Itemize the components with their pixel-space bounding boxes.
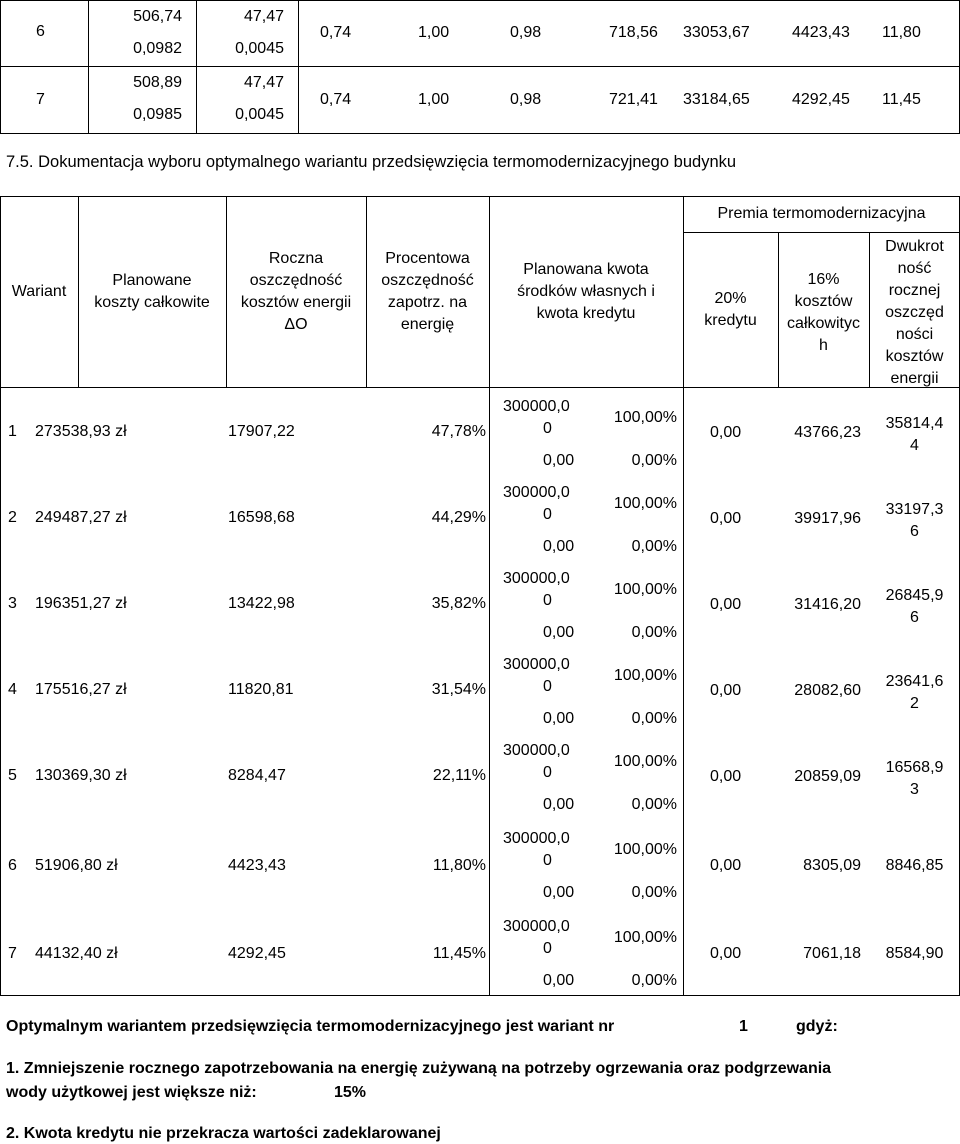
cell-procent: 11,80%	[432, 857, 486, 874]
section-title: 7.5. Dokumentacja wyboru optymalnego wariantu przedsięwzięcia termomodernizacyjnego budynku	[6, 153, 737, 171]
cell-kwota-kredyt: 0,00	[543, 796, 575, 813]
cell: 721,41	[609, 91, 658, 108]
cell: 508,89	[133, 74, 182, 91]
cell-kwota-kredyt-procent: 0,00%	[631, 624, 677, 641]
cell-premia-16: 7061,18	[803, 945, 861, 962]
cell-kwota-wlasne-cont: 0	[543, 592, 552, 609]
cell-kwota-wlasne: 300000,0	[503, 830, 570, 847]
cell-roczna: 13422,98	[228, 595, 295, 612]
cell-premia-16: 31416,20	[794, 596, 861, 613]
cell-kwota-wlasne: 300000,0	[503, 570, 570, 587]
cell-kwota-wlasne-procent: 100,00%	[613, 841, 677, 858]
cell: 506,74	[133, 8, 182, 25]
cell-koszty: 175516,27 zł	[35, 681, 127, 698]
row-nr: 5	[8, 767, 17, 784]
header-koszty: Planowane koszty całkowite	[94, 272, 210, 311]
row-nr: 7	[36, 91, 45, 108]
row-nr: 2	[8, 509, 17, 526]
cell-premia-20: 0,00	[710, 510, 742, 527]
cell-premia-16: 20859,09	[794, 768, 861, 785]
cell-premia-20: 0,00	[710, 857, 742, 874]
cell-kwota-wlasne-cont: 0	[543, 506, 552, 523]
cell: 0,98	[510, 91, 542, 108]
cell-kwota-kredyt: 0,00	[543, 452, 575, 469]
cell-kwota-wlasne-cont: 0	[543, 420, 552, 437]
cell-roczna: 16598,68	[228, 509, 295, 526]
cell: 0,0045	[235, 106, 284, 123]
cell-roczna: 17907,22	[228, 423, 295, 440]
cell: 1,00	[418, 91, 450, 108]
cell-dwukrotnosc: 8846,85	[885, 857, 944, 874]
cell-kwota-wlasne: 300000,0	[503, 656, 570, 673]
cell-kwota-kredyt-procent: 0,00%	[631, 796, 677, 813]
optimal-variant-number: 1	[739, 1018, 748, 1035]
cell-dwukrotnosc: 16568,9 3	[885, 759, 944, 798]
cell-kwota-kredyt-procent: 0,00%	[631, 538, 677, 555]
cell: 1,00	[418, 24, 450, 41]
cell-procent: 31,54%	[431, 681, 486, 698]
cell-procent: 11,45%	[432, 945, 486, 962]
cell-premia-20: 0,00	[710, 596, 742, 613]
cell-kwota-kredyt: 0,00	[543, 624, 575, 641]
cell-kwota-kredyt-procent: 0,00%	[631, 884, 677, 901]
row-nr: 4	[8, 681, 17, 698]
row-nr: 1	[8, 423, 17, 440]
cell-kwota-wlasne-cont: 0	[543, 852, 552, 869]
header-dwukrotnosc: Dwukrot ność rocznej oszczęd ności kosztów energii	[885, 238, 944, 387]
cell-koszty: 273538,93 zł	[35, 423, 127, 440]
cell-koszty: 44132,40 zł	[35, 945, 118, 962]
cell-dwukrotnosc: 23641,6 2	[885, 673, 944, 712]
cell-kwota-wlasne: 300000,0	[503, 918, 570, 935]
cell-kwota-wlasne-cont: 0	[543, 940, 552, 957]
conclusion-because: gdyż:	[796, 1018, 838, 1035]
row-nr: 7	[8, 945, 17, 962]
header-premia: Premia termomodernizacyjna	[717, 205, 926, 222]
reason-1-line-2: wody użytkowej jest większe niż:	[6, 1084, 257, 1101]
cell-premia-16: 43766,23	[794, 424, 861, 441]
cell: 0,0045	[235, 40, 284, 57]
cell-dwukrotnosc: 33197,3 6	[885, 501, 944, 540]
reason-1-line-1: 1. Zmniejszenie rocznego zapotrzebowania na energię zużywaną na potrzeby ogrzewania oraz podgrzewania	[6, 1060, 832, 1077]
cell-procent: 22,11%	[432, 767, 486, 784]
cell-kwota-wlasne-procent: 100,00%	[613, 929, 677, 946]
cell-roczna: 8284,47	[228, 767, 286, 784]
cell-koszty: 249487,27 zł	[35, 509, 127, 526]
row-nr: 6	[36, 23, 45, 40]
cell-dwukrotnosc: 8584,90	[885, 945, 944, 962]
header-16-percent: 16% kosztów całkowityc h	[787, 271, 860, 354]
cell-kwota-kredyt-procent: 0,00%	[631, 452, 677, 469]
cell-kwota-wlasne-procent: 100,00%	[613, 753, 677, 770]
cell-roczna: 11820,81	[228, 681, 294, 698]
cell-kwota-kredyt: 0,00	[543, 538, 575, 555]
cell-kwota-wlasne-procent: 100,00%	[613, 409, 677, 426]
cell-kwota-wlasne-cont: 0	[543, 764, 552, 781]
cell-roczna: 4292,45	[228, 945, 286, 962]
cell: 11,80	[882, 24, 921, 41]
cell: 11,45	[882, 91, 921, 108]
conclusion-text: Optymalnym wariantem przedsięwzięcia termomodernizacyjnego jest wariant nr	[6, 1018, 615, 1035]
cell-dwukrotnosc: 35814,4 4	[885, 415, 944, 454]
table-row	[0, 818, 960, 904]
cell-procent: 47,78%	[431, 423, 486, 440]
cell: 0,98	[510, 24, 542, 41]
table-row	[0, 560, 960, 646]
cell-roczna: 4423,43	[228, 857, 286, 874]
cell-kwota-wlasne: 300000,0	[503, 398, 570, 415]
cell: 0,0982	[133, 40, 182, 57]
row-nr: 3	[8, 595, 17, 612]
cell-premia-20: 0,00	[710, 768, 742, 785]
row-nr: 6	[8, 857, 17, 874]
cell: 4292,45	[792, 91, 850, 108]
cell: 0,74	[320, 24, 352, 41]
table-row	[0, 388, 960, 474]
cell-koszty: 130369,30 zł	[35, 767, 127, 784]
cell-kwota-wlasne-procent: 100,00%	[613, 667, 677, 684]
table-row	[0, 904, 960, 994]
cell-koszty: 51906,80 zł	[35, 857, 118, 874]
header-20-percent: 20% kredytu	[704, 290, 757, 329]
cell-premia-16: 8305,09	[803, 857, 861, 874]
cell-kwota-kredyt-procent: 0,00%	[631, 710, 677, 727]
table-row	[0, 474, 960, 560]
cell-kwota-wlasne-procent: 100,00%	[613, 581, 677, 598]
cell: 33184,65	[683, 91, 750, 108]
cell-premia-20: 0,00	[710, 682, 742, 699]
cell-premia-20: 0,00	[710, 424, 742, 441]
table-row	[0, 732, 960, 818]
cell-kwota-wlasne-procent: 100,00%	[613, 495, 677, 512]
cell-premia-16: 28082,60	[794, 682, 861, 699]
cell: 4423,43	[792, 24, 850, 41]
table-row	[0, 646, 960, 732]
cell-premia-16: 39917,96	[794, 510, 861, 527]
cell: 718,56	[609, 24, 658, 41]
cell-procent: 44,29%	[431, 509, 486, 526]
cell-kwota-wlasne: 300000,0	[503, 742, 570, 759]
cell-dwukrotnosc: 26845,9 6	[885, 587, 944, 626]
cell-kwota-wlasne-cont: 0	[543, 678, 552, 695]
header-wariant: Wariant	[11, 283, 67, 300]
cell-koszty: 196351,27 zł	[35, 595, 127, 612]
cell-kwota-kredyt: 0,00	[543, 884, 575, 901]
header-kwota: Planowana kwota środków własnych i kwota kredytu	[517, 261, 655, 322]
header-roczna: Roczna oszczędność kosztów energii ΔO	[240, 250, 352, 333]
header-procentowa: Procentowa oszczędność zapotrz. na energię	[381, 250, 474, 333]
cell: 0,0985	[133, 106, 182, 123]
cell: 0,74	[320, 91, 352, 108]
reason-1-value: 15%	[334, 1084, 367, 1101]
cell-premia-20: 0,00	[710, 945, 742, 962]
cell: 47,47	[243, 8, 284, 25]
cell-kwota-kredyt-procent: 0,00%	[631, 972, 677, 989]
cell-kwota-kredyt: 0,00	[543, 710, 575, 727]
cell-kwota-wlasne: 300000,0	[503, 484, 570, 501]
reason-2: 2. Kwota kredytu nie przekracza wartości zadeklarowanej	[6, 1125, 441, 1142]
cell-procent: 35,82%	[431, 595, 486, 612]
cell-kwota-kredyt: 0,00	[543, 972, 575, 989]
cell: 47,47	[243, 74, 284, 91]
cell: 33053,67	[683, 24, 750, 41]
